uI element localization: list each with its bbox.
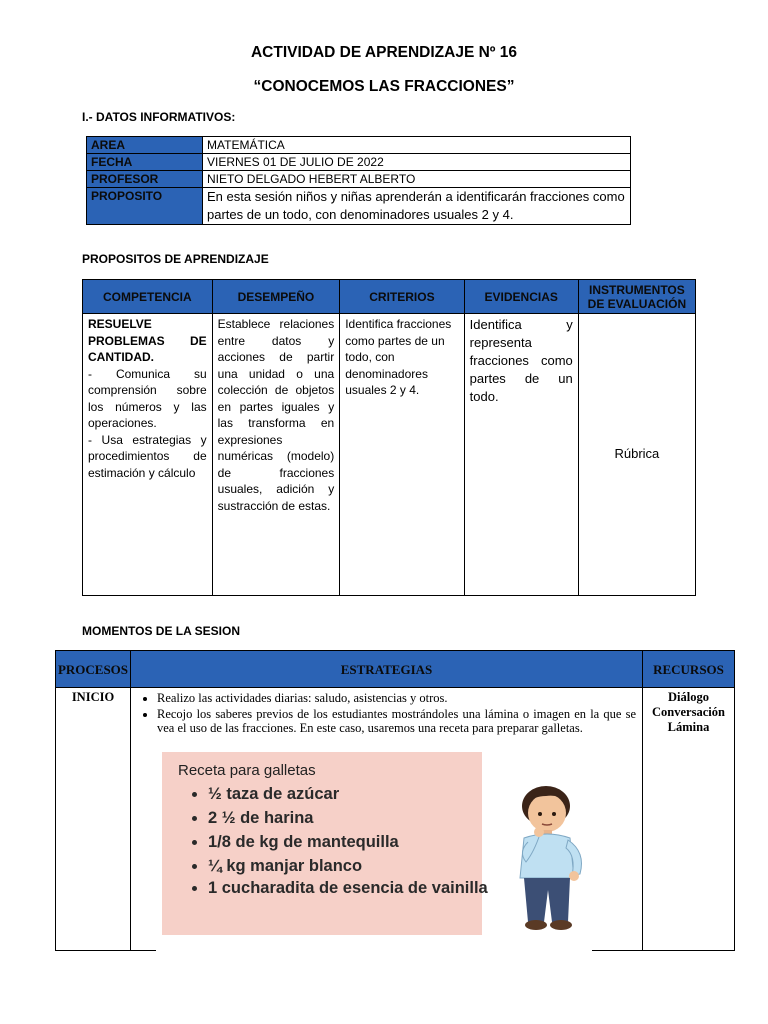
table-row <box>87 154 631 171</box>
col-instrumentos: INSTRUMENTOS DE EVALUACIÓN <box>578 280 695 314</box>
area-label: AREA <box>87 137 203 154</box>
proposito-label: PROPOSITO <box>87 188 203 225</box>
propositos-table <box>82 279 696 596</box>
col-evidencias: EVIDENCIAS <box>464 280 578 314</box>
recurso-item: Conversación <box>652 705 725 719</box>
instrumento-cell: Rúbrica <box>578 314 695 596</box>
image-bottom-margin <box>156 935 592 951</box>
recipe-title: Receta para galletas <box>178 762 316 779</box>
thinking-boy-icon <box>506 782 592 932</box>
document-title: ACTIVIDAD DE APRENDIZAJE Nº 16 <box>250 44 518 61</box>
evidencias-cell: Identifica y representa fracciones como partes de un todo. <box>464 314 578 596</box>
col-criterios: CRITERIOS <box>340 280 464 314</box>
recursos-cell <box>643 688 735 951</box>
col-estrategias: ESTRATEGIAS <box>131 651 643 688</box>
table-row <box>87 171 631 188</box>
table-row <box>83 314 696 596</box>
recipe-item: • 1 cucharadita de esencia de vainilla <box>208 878 498 898</box>
competencia-cell <box>83 314 213 596</box>
area-value: MATEMÁTICA <box>203 137 631 154</box>
fecha-value: VIERNES 01 DE JULIO DE 2022 <box>203 154 631 171</box>
momentos-heading: MOMENTOS DE LA SESION <box>82 624 241 638</box>
recipe-item: • 2 ½ de harina <box>208 806 498 830</box>
document-subtitle: “CONOCEMOS LAS FRACCIONES” <box>253 78 515 95</box>
propositos-heading: PROPOSITOS DE APRENDIZAJE <box>82 252 269 266</box>
proceso-cell: INICIO <box>56 688 131 951</box>
recipe-item: • ¼ kg manjar blanco <box>208 854 498 878</box>
col-competencia: COMPETENCIA <box>83 280 213 314</box>
list-item: • Realizo las actividades diarias: saludo, asistencias y otros. <box>157 691 636 706</box>
table-row <box>87 137 631 154</box>
competencia-item: - Comunica su comprensión sobre los números y las operaciones. <box>88 366 207 430</box>
profesor-value: NIETO DELGADO HEBERT ALBERTO <box>203 171 631 188</box>
col-recursos: RECURSOS <box>643 651 735 688</box>
recurso-item: Lámina <box>667 720 710 734</box>
competencia-title: RESUELVE PROBLEMAS DE CANTIDAD. <box>88 317 207 364</box>
datos-table <box>86 136 631 225</box>
recipe-item: • ½ taza de azúcar <box>208 782 498 806</box>
recipe-item: • 1/8 de kg de mantequilla <box>208 830 498 854</box>
datos-heading: I.- DATOS INFORMATIVOS: <box>82 110 236 124</box>
proposito-value: En esta sesión niños y niñas aprenderán a identificarán fracciones como partes de un todo, con denominadores usuales 2 y 4. <box>203 188 631 225</box>
table-row <box>87 188 631 225</box>
recipe-image <box>162 752 488 935</box>
table-header-row <box>83 280 696 314</box>
profesor-label: PROFESOR <box>87 171 203 188</box>
competencia-item: - Usa estrategias y procedimientos de estimación y cálculo <box>88 432 207 480</box>
criterios-cell: Identifica fracciones como partes de un todo, con denominadores usuales 2 y 4. <box>340 314 464 596</box>
recurso-item: Diálogo <box>668 690 709 704</box>
desempeno-cell: Establece relaciones entre datos y acciones de partir una unidad o una colección de objetos en partes iguales y las transforma en expresiones numéricas (modelo) de fracciones usuales, adición y sustracción de estas. <box>212 314 340 596</box>
fecha-label: FECHA <box>87 154 203 171</box>
col-desempeno: DESEMPEÑO <box>212 280 340 314</box>
table-header-row <box>56 651 735 688</box>
list-item: • Recojo los saberes previos de los estudiantes mostrándoles una lámina o imagen en la que se vea el uso de las fracciones. En este caso, usaremos una receta para preparar galletas. <box>157 707 636 736</box>
col-procesos: PROCESOS <box>56 651 131 688</box>
